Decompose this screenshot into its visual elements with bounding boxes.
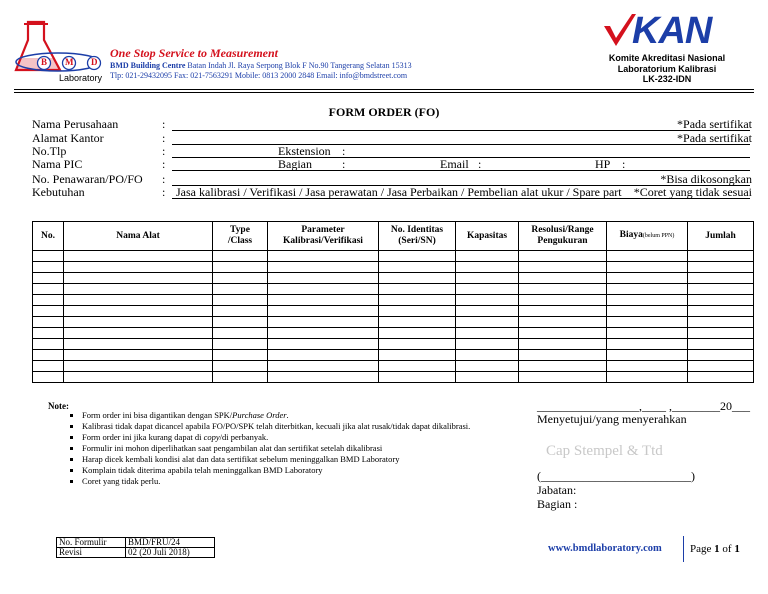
page-total: 1	[734, 543, 740, 555]
tagline: One Stop Service to Measurement	[110, 46, 278, 60]
bagian-label: Bagian	[278, 157, 312, 171]
logo-letter-m: M	[65, 57, 74, 67]
table-cell[interactable]	[213, 372, 268, 383]
table-cell[interactable]	[213, 262, 268, 273]
table-cell[interactable]	[268, 328, 379, 339]
kan-line1: Komite Akreditasi Nasional	[608, 53, 726, 63]
header-divider	[14, 89, 754, 90]
field-colon: :	[162, 144, 166, 158]
table-cell[interactable]	[33, 372, 64, 383]
table-cell[interactable]	[213, 317, 268, 328]
table-cell[interactable]	[64, 284, 213, 295]
note-text: Form order ini bisa digantikan dengan SPK/	[82, 410, 233, 420]
table-cell[interactable]	[456, 273, 519, 284]
table-row	[33, 262, 754, 273]
field-colon: :	[162, 172, 166, 186]
table-cell[interactable]	[519, 350, 607, 361]
table-row	[33, 306, 754, 317]
table-cell[interactable]	[213, 306, 268, 317]
field-note: *Bisa dikosongkan	[660, 172, 752, 186]
table-cell[interactable]	[213, 273, 268, 284]
col-parameter	[268, 222, 379, 251]
table-cell[interactable]	[519, 262, 607, 273]
footer-divider	[683, 536, 684, 562]
logo-subtitle: Laboratory	[59, 73, 103, 83]
table-cell[interactable]	[607, 317, 688, 328]
note-item: ▪ Formulir ini mohon diperlihatkan saat pengambilan alat dan sertifikat setelah dikalibrasi	[82, 443, 602, 454]
table-cell[interactable]	[688, 262, 754, 273]
field-no-tlp[interactable]	[32, 145, 754, 158]
field-nama-pic[interactable]	[32, 158, 754, 171]
note-text: Form order ini jika kurang dapat di	[82, 432, 204, 442]
email-label: Email	[440, 157, 469, 171]
logo-letter-b: B	[41, 57, 48, 67]
agreed-label: Menyetujui/yang menyerahkan	[537, 412, 687, 426]
table-cell[interactable]	[379, 361, 456, 372]
table-cell[interactable]	[607, 306, 688, 317]
field-colon: :	[162, 131, 166, 145]
table-cell[interactable]	[688, 273, 754, 284]
table-cell[interactable]	[688, 295, 754, 306]
contact-line: Tlp: 021-29432095 Fax: 021-7563291 Mobile: 0813 2000 2848 Email: info@bmdstreet.com	[110, 70, 408, 80]
meta-row	[57, 548, 215, 558]
table-cell[interactable]	[33, 295, 64, 306]
table-cell[interactable]	[213, 361, 268, 372]
table-cell[interactable]	[379, 339, 456, 350]
page-word: Page	[690, 543, 712, 555]
table-cell[interactable]	[456, 251, 519, 262]
table-cell[interactable]	[519, 273, 607, 284]
items-body	[33, 251, 754, 383]
note-item	[82, 432, 602, 443]
kan-caption	[592, 53, 742, 85]
revisi-label: Revisi	[57, 548, 126, 558]
table-cell[interactable]	[456, 306, 519, 317]
field-note: *Pada sertifikat	[677, 117, 752, 131]
table-row	[33, 251, 754, 262]
hp-label: HP	[595, 157, 611, 171]
table-cell[interactable]	[213, 328, 268, 339]
col-type-line1: Type	[230, 225, 250, 235]
table-cell[interactable]	[33, 306, 64, 317]
meta-row	[57, 538, 215, 548]
table-cell[interactable]	[268, 273, 379, 284]
table-cell[interactable]	[607, 251, 688, 262]
table-cell[interactable]	[688, 251, 754, 262]
note-item: ▪ Coret yang tidak perlu.	[82, 476, 602, 487]
col-biaya-note: (belum PPN)	[642, 233, 675, 239]
field-label: Kebutuhan	[32, 185, 85, 199]
revisi-value: 02 (20 Juli 2018)	[126, 548, 215, 558]
table-row	[33, 350, 754, 361]
field-label: Nama Perusahaan	[32, 117, 119, 131]
table-cell[interactable]	[607, 328, 688, 339]
page-of: of	[722, 543, 732, 555]
field-note: *Pada sertifikat	[677, 131, 752, 145]
notes-title: Note:	[48, 401, 69, 411]
col-ident-line1: No. Identitas	[390, 225, 444, 235]
table-cell[interactable]	[379, 273, 456, 284]
field-label: Alamat Kantor	[32, 131, 104, 145]
table-cell[interactable]	[268, 317, 379, 328]
input-line[interactable]	[172, 130, 750, 131]
table-cell[interactable]	[607, 372, 688, 383]
table-cell[interactable]	[268, 284, 379, 295]
date-line[interactable]: _________________,____ ,________20___	[537, 399, 750, 413]
table-cell[interactable]	[379, 317, 456, 328]
col-res-line1: Resolusi/Range	[531, 225, 594, 235]
bagian-colon: :	[342, 157, 346, 171]
form-meta-table	[56, 537, 215, 558]
table-cell[interactable]	[64, 306, 213, 317]
table-cell[interactable]	[456, 317, 519, 328]
note-tail: /di perbanyak.	[219, 432, 269, 442]
col-biaya	[607, 222, 688, 251]
table-cell[interactable]	[64, 295, 213, 306]
field-label: No. Penawaran/PO/FO	[32, 172, 143, 186]
table-row	[33, 372, 754, 383]
table-cell[interactable]	[213, 251, 268, 262]
table-cell[interactable]	[688, 361, 754, 372]
note-item: ▪ Komplain tidak diterima apabila telah meninggalkan BMD Laboratory	[82, 465, 602, 476]
table-cell[interactable]	[519, 328, 607, 339]
table-cell[interactable]	[688, 350, 754, 361]
table-cell[interactable]	[213, 295, 268, 306]
stamp-placeholder: Cap Stempel & Ttd	[546, 443, 663, 459]
table-cell[interactable]	[268, 306, 379, 317]
table-row	[33, 328, 754, 339]
table-cell[interactable]	[33, 328, 64, 339]
table-cell[interactable]	[456, 295, 519, 306]
note-item: ▪ Kalibrasi tidak dapat dicancel apabila FO/PO/SPK telah diterbitkan, kecuali jika alat rusak/tidak dapat dikalibrasi.	[82, 421, 602, 432]
table-cell[interactable]	[268, 350, 379, 361]
table-cell[interactable]	[607, 361, 688, 372]
table-cell[interactable]	[33, 350, 64, 361]
table-cell[interactable]	[456, 284, 519, 295]
field-nama-perusahaan[interactable]	[32, 118, 754, 131]
form-no-value: BMD/FRU/24	[126, 538, 215, 548]
table-cell[interactable]	[33, 284, 64, 295]
table-row	[33, 317, 754, 328]
page-number: 1	[714, 543, 720, 555]
table-cell[interactable]	[379, 350, 456, 361]
note-item	[82, 410, 602, 421]
field-alamat-kantor[interactable]	[32, 132, 754, 145]
building-label: BMD Building Centre	[110, 61, 186, 70]
logo-letter-d: D	[91, 57, 98, 67]
table-cell[interactable]	[213, 284, 268, 295]
website-link[interactable]: www.bmdlaboratory.com	[548, 543, 662, 554]
table-cell[interactable]	[688, 372, 754, 383]
field-label: No.Tlp	[32, 144, 67, 158]
field-label: Nama PIC	[32, 157, 83, 171]
col-biaya-label: Biaya	[619, 230, 643, 240]
table-cell[interactable]	[64, 361, 213, 372]
table-cell[interactable]	[268, 295, 379, 306]
kebutuhan-options[interactable]: Jasa kalibrasi / Verifikasi / Jasa perawatan / Jasa Perbaikan / Pembelian alat ukur / Spare part	[176, 185, 622, 199]
table-row	[33, 339, 754, 350]
table-cell[interactable]	[688, 306, 754, 317]
col-param-line2: Kalibrasi/Verifikasi	[283, 236, 363, 246]
company-address	[110, 61, 412, 80]
table-cell[interactable]	[456, 372, 519, 383]
table-cell[interactable]	[379, 295, 456, 306]
table-cell[interactable]	[213, 339, 268, 350]
table-row	[33, 273, 754, 284]
table-cell[interactable]	[33, 262, 64, 273]
col-ident-line2: (Seri/SN)	[398, 236, 436, 246]
table-header-row	[33, 222, 754, 251]
field-colon: :	[162, 185, 166, 199]
hp-colon: :	[622, 157, 626, 171]
table-cell[interactable]	[607, 339, 688, 350]
jabatan-label: Jabatan:	[537, 483, 577, 497]
table-cell[interactable]	[64, 339, 213, 350]
col-kapasitas: Kapasitas	[456, 222, 519, 251]
table-cell[interactable]	[33, 317, 64, 328]
table-cell[interactable]	[456, 339, 519, 350]
table-cell[interactable]	[456, 350, 519, 361]
table-cell[interactable]	[519, 295, 607, 306]
table-row	[33, 295, 754, 306]
table-row	[33, 361, 754, 372]
table-cell[interactable]	[379, 372, 456, 383]
table-cell[interactable]	[64, 372, 213, 383]
col-jumlah: Jumlah	[688, 222, 754, 251]
table-cell[interactable]	[607, 295, 688, 306]
kan-line2: Laboratorium Kalibrasi	[617, 63, 717, 74]
table-cell[interactable]	[607, 350, 688, 361]
signature-name-line[interactable]: (_________________________)	[537, 469, 695, 483]
table-cell[interactable]	[64, 273, 213, 284]
kan-line3: LK-232-IDN	[642, 74, 692, 84]
table-cell[interactable]	[519, 306, 607, 317]
table-cell[interactable]	[519, 361, 607, 372]
table-cell[interactable]	[456, 328, 519, 339]
ekstension-colon: :	[342, 144, 346, 158]
notes-list	[50, 410, 602, 487]
table-cell[interactable]	[379, 328, 456, 339]
table-cell[interactable]	[519, 339, 607, 350]
table-cell[interactable]	[64, 350, 213, 361]
table-cell[interactable]	[519, 251, 607, 262]
table-cell[interactable]	[64, 251, 213, 262]
bagian-label: Bagian :	[537, 497, 578, 511]
table-cell[interactable]	[33, 339, 64, 350]
field-colon: :	[162, 157, 166, 171]
field-note: *Coret yang tidak sesuai	[633, 185, 752, 199]
note-item: ▪ Harap dicek kembali kondisi alat dan data sertifikat sebelum meninggalkan BMD Laboratory	[82, 454, 602, 465]
table-cell[interactable]	[33, 273, 64, 284]
col-res-line2: Pengukuran	[537, 236, 588, 246]
table-cell[interactable]	[213, 350, 268, 361]
field-kebutuhan[interactable]	[32, 186, 754, 199]
table-cell[interactable]	[268, 339, 379, 350]
table-cell[interactable]	[519, 284, 607, 295]
col-no: No.	[33, 222, 64, 251]
table-cell[interactable]	[456, 361, 519, 372]
table-cell[interactable]	[268, 361, 379, 372]
email-colon: :	[478, 157, 482, 171]
kan-wordmark: KAN	[632, 10, 712, 52]
table-cell[interactable]	[379, 251, 456, 262]
bmd-logo	[14, 18, 110, 82]
table-cell[interactable]	[268, 372, 379, 383]
table-cell[interactable]	[519, 317, 607, 328]
page-indicator	[690, 543, 740, 555]
header-divider-2	[14, 92, 754, 93]
col-type-line2: /Class	[227, 236, 253, 246]
table-cell[interactable]	[64, 262, 213, 273]
table-cell[interactable]	[456, 262, 519, 273]
table-cell[interactable]	[688, 339, 754, 350]
table-cell[interactable]	[379, 284, 456, 295]
field-colon: :	[162, 117, 166, 131]
items-table	[32, 221, 754, 383]
table-cell[interactable]	[33, 251, 64, 262]
table-cell[interactable]	[607, 273, 688, 284]
table-row	[33, 284, 754, 295]
form-no-label: No. Formulir	[57, 538, 126, 548]
col-param-line1: Parameter	[301, 225, 345, 235]
table-cell[interactable]	[64, 317, 213, 328]
table-cell[interactable]	[688, 328, 754, 339]
address-line: Batan Indah Jl. Raya Serpong Blok F No.90 Tangerang Selatan 15313	[187, 61, 412, 70]
table-cell[interactable]	[688, 317, 754, 328]
note-italic: copy	[203, 432, 220, 442]
table-cell[interactable]	[607, 284, 688, 295]
col-type	[213, 222, 268, 251]
kan-logo	[602, 12, 732, 54]
ekstension-label: Ekstension	[278, 144, 331, 158]
table-cell[interactable]	[268, 251, 379, 262]
table-cell[interactable]	[33, 361, 64, 372]
table-cell[interactable]	[688, 284, 754, 295]
table-cell[interactable]	[379, 306, 456, 317]
table-cell[interactable]	[379, 262, 456, 273]
note-italic: Purchase Order	[232, 410, 287, 420]
col-nama-alat: Nama Alat	[64, 222, 213, 251]
col-resolusi	[519, 222, 607, 251]
table-cell[interactable]	[519, 372, 607, 383]
note-tail: .	[286, 410, 289, 420]
table-cell[interactable]	[607, 262, 688, 273]
table-cell[interactable]	[268, 262, 379, 273]
col-identitas	[379, 222, 456, 251]
table-cell[interactable]	[64, 328, 213, 339]
form-title: FORM ORDER (FO)	[328, 105, 440, 119]
